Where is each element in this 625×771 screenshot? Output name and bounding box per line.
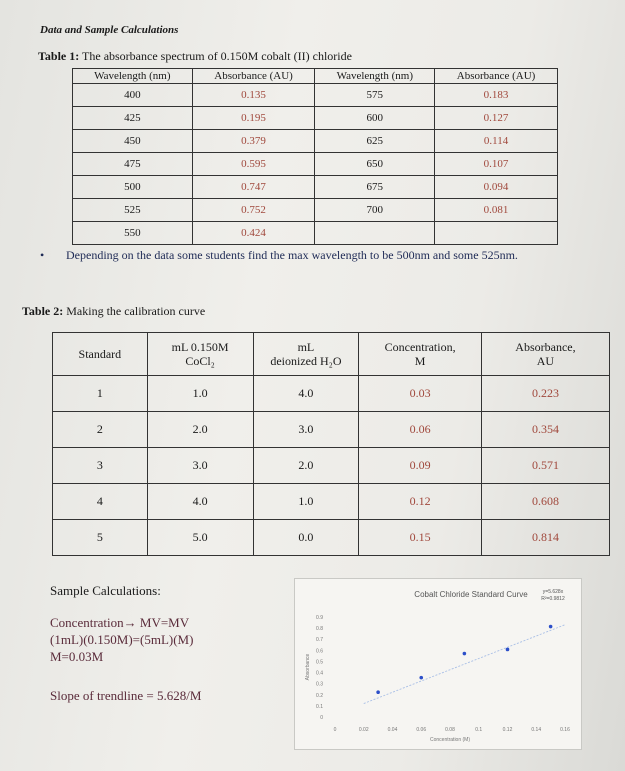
calibration-table bbox=[52, 332, 610, 556]
table-cell: 625 bbox=[315, 130, 435, 153]
table-cell: 0.09 bbox=[359, 448, 482, 484]
table-row bbox=[73, 222, 558, 245]
table1-label: Table 1: bbox=[38, 49, 80, 63]
table-cell: 4.0 bbox=[253, 376, 359, 412]
table-cell: 4 bbox=[53, 484, 148, 520]
header-line: Standard bbox=[78, 347, 122, 361]
table2-title: Making the calibration curve bbox=[66, 304, 206, 318]
x-tick-label: 0 bbox=[333, 727, 337, 733]
table-header-row bbox=[53, 333, 610, 376]
y-axis-label: Absorbance bbox=[305, 653, 311, 681]
x-tick-label: 0.04 bbox=[387, 727, 398, 733]
table-cell: 5 bbox=[53, 520, 148, 556]
chart-title: Cobalt Chloride Standard Curve bbox=[414, 590, 528, 599]
header-cell bbox=[481, 333, 609, 376]
table-cell: 400 bbox=[73, 84, 193, 107]
standard-curve-chart bbox=[294, 578, 582, 750]
table2-label: Table 2: bbox=[22, 304, 64, 318]
x-tick-label: 0.12 bbox=[502, 727, 513, 733]
trendline bbox=[364, 625, 565, 704]
table-cell: 550 bbox=[73, 222, 193, 245]
table-row bbox=[53, 520, 610, 556]
slope-text: Slope of trendline = 5.628/M bbox=[50, 688, 202, 703]
y-tick-label: 0 bbox=[320, 715, 323, 721]
header-cell bbox=[253, 333, 359, 376]
table-cell: 1 bbox=[53, 376, 148, 412]
table-cell: 2.0 bbox=[253, 448, 359, 484]
calc-line: M=0.03M bbox=[50, 649, 104, 664]
table-cell: 3 bbox=[53, 448, 148, 484]
table-cell: 0.183 bbox=[435, 84, 558, 107]
header-line: M bbox=[414, 354, 426, 368]
table-cell: 0.814 bbox=[481, 520, 609, 556]
y-tick-label: 0.2 bbox=[316, 692, 323, 699]
x-tick-label: 0.16 bbox=[560, 727, 570, 733]
header-cell bbox=[53, 333, 148, 376]
table-row bbox=[73, 107, 558, 130]
y-tick-label: 0.3 bbox=[316, 681, 323, 688]
y-tick-label: 0.6 bbox=[316, 648, 323, 655]
table-row bbox=[73, 199, 558, 222]
table-cell: 1.0 bbox=[147, 376, 253, 412]
header-line: mL 0.150M bbox=[171, 340, 229, 354]
table-cell: 2 bbox=[53, 412, 148, 448]
data-point bbox=[549, 625, 553, 629]
data-point bbox=[419, 676, 423, 680]
header-cell: Wavelength (nm) bbox=[73, 69, 193, 84]
table-cell: 425 bbox=[73, 107, 193, 130]
data-point bbox=[376, 690, 380, 694]
header-line: deionized H₂O bbox=[270, 354, 342, 368]
table-cell: 3.0 bbox=[253, 412, 359, 448]
data-point bbox=[506, 648, 510, 652]
table-cell: 5.0 bbox=[147, 520, 253, 556]
y-tick-label: 0.4 bbox=[316, 670, 323, 677]
table-cell: 0.15 bbox=[359, 520, 482, 556]
table-cell: 0.127 bbox=[435, 107, 558, 130]
trendline-equation: y=5.628x bbox=[542, 589, 564, 595]
header-cell: Wavelength (nm) bbox=[315, 69, 435, 84]
table-cell: 500 bbox=[73, 176, 193, 199]
header-cell: Absorbance (AU) bbox=[192, 69, 315, 84]
table-cell: 0.424 bbox=[192, 222, 315, 245]
table-row bbox=[53, 484, 610, 520]
section-heading: Data and Sample Calculations bbox=[40, 24, 179, 36]
table1-caption bbox=[38, 49, 352, 64]
y-tick-label: 0.5 bbox=[316, 659, 323, 666]
table2-caption bbox=[22, 304, 205, 319]
table-cell: 0.195 bbox=[192, 107, 315, 130]
note bbox=[40, 248, 560, 262]
table-row bbox=[73, 153, 558, 176]
y-tick-label: 0.8 bbox=[316, 626, 323, 633]
table-cell: 2.0 bbox=[147, 412, 253, 448]
table-cell bbox=[315, 222, 435, 245]
x-tick-label: 0.1 bbox=[475, 727, 483, 733]
note-text: Depending on the data some students find the max wavelength to be 500nm and some 525nm. bbox=[66, 248, 518, 262]
data-point bbox=[463, 652, 467, 656]
table-cell: 0.747 bbox=[192, 176, 315, 199]
table-cell: 1.0 bbox=[253, 484, 359, 520]
header-line: CoCl₂ bbox=[185, 354, 215, 368]
bullet-icon: • bbox=[40, 248, 45, 262]
table-cell: 0.107 bbox=[435, 153, 558, 176]
table-row bbox=[53, 448, 610, 484]
table-cell: 475 bbox=[73, 153, 193, 176]
table-cell: 3.0 bbox=[147, 448, 253, 484]
table-cell: 700 bbox=[315, 199, 435, 222]
table-cell: 0.379 bbox=[192, 130, 315, 153]
table-cell: 0.12 bbox=[359, 484, 482, 520]
table-cell: 525 bbox=[73, 199, 193, 222]
table-cell: 0.135 bbox=[192, 84, 315, 107]
table-cell: 0.06 bbox=[359, 412, 482, 448]
table-row bbox=[73, 130, 558, 153]
x-tick-label: 0.14 bbox=[531, 727, 542, 733]
x-tick-label: 0.08 bbox=[445, 727, 455, 733]
table-cell: 0.03 bbox=[359, 376, 482, 412]
table-cell: 0.114 bbox=[435, 130, 558, 153]
sample-calculations-title: Sample Calculations: bbox=[50, 583, 161, 598]
header-cell bbox=[147, 333, 253, 376]
x-axis-label: Concentration (M) bbox=[429, 737, 471, 743]
table-row bbox=[73, 84, 558, 107]
table-cell: 600 bbox=[315, 107, 435, 130]
table-cell: 0.752 bbox=[192, 199, 315, 222]
header-line: AU bbox=[536, 354, 555, 368]
table-cell: 0.223 bbox=[481, 376, 609, 412]
table1-title: The absorbance spectrum of 0.150M cobalt (II) chloride bbox=[82, 49, 352, 63]
y-tick-label: 0.9 bbox=[316, 615, 323, 621]
header-cell: Absorbance (AU) bbox=[435, 69, 558, 84]
x-tick-label: 0.06 bbox=[416, 727, 427, 733]
table-cell bbox=[435, 222, 558, 245]
table-header-row bbox=[73, 69, 558, 84]
table-cell: 0.608 bbox=[481, 484, 609, 520]
table-cell: 650 bbox=[315, 153, 435, 176]
table-cell: 0.0 bbox=[253, 520, 359, 556]
header-line: Concentration, bbox=[384, 340, 456, 354]
absorbance-spectrum-table bbox=[72, 68, 558, 245]
y-tick-label: 0.1 bbox=[316, 703, 323, 710]
table-cell: 0.571 bbox=[481, 448, 609, 484]
table-cell: 0.595 bbox=[192, 153, 315, 176]
table-row bbox=[73, 176, 558, 199]
calc-line: Concentration→ MV=MV bbox=[50, 615, 190, 630]
table-row bbox=[53, 412, 610, 448]
table-cell: 450 bbox=[73, 130, 193, 153]
calc-line: (1mL)(0.150M)=(5mL)(M) bbox=[50, 632, 194, 647]
table-cell: 575 bbox=[315, 84, 435, 107]
table-cell: 0.094 bbox=[435, 176, 558, 199]
y-tick-label: 0.7 bbox=[316, 637, 323, 644]
header-line: mL bbox=[297, 340, 315, 354]
x-tick-label: 0.02 bbox=[358, 727, 369, 733]
chart-svg bbox=[295, 579, 581, 749]
header-line: Absorbance, bbox=[515, 340, 576, 354]
table-cell: 675 bbox=[315, 176, 435, 199]
r-squared-label: R²=0.9812 bbox=[541, 596, 565, 602]
header-cell bbox=[359, 333, 482, 376]
table-cell: 4.0 bbox=[147, 484, 253, 520]
table-row bbox=[53, 376, 610, 412]
table-cell: 0.081 bbox=[435, 199, 558, 222]
table-cell: 0.354 bbox=[481, 412, 609, 448]
